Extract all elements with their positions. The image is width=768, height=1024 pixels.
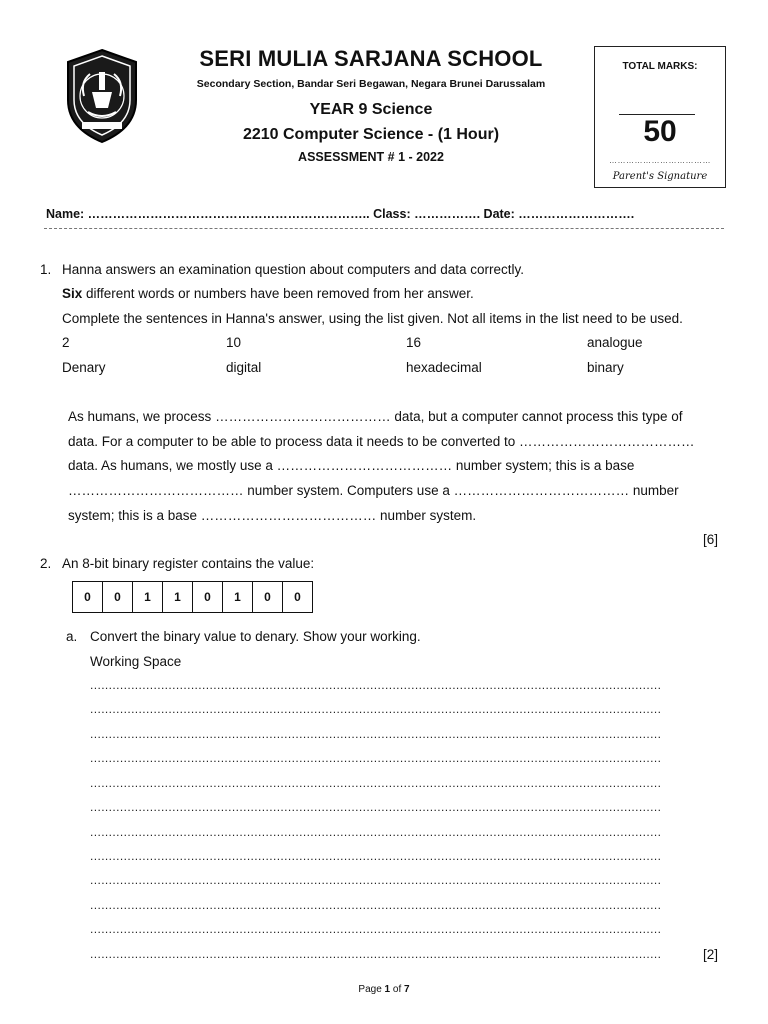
bit-cell: 1 — [163, 582, 193, 613]
assessment-title: ASSESSMENT # 1 - 2022 — [298, 150, 444, 164]
q2-number: 2. — [40, 556, 52, 571]
working-line: ......................................................................................................................................................... — [90, 922, 662, 936]
q2a-label: a. — [66, 629, 78, 644]
school-address: Secondary Section, Bandar Seri Begawan, Negara Brunei Darussalam — [196, 78, 546, 90]
course-title: 2210 Computer Science - (1 Hour) — [242, 126, 500, 143]
bit-cell: 0 — [103, 582, 133, 613]
bit-cell: 0 — [73, 582, 103, 613]
working-line: ......................................................................................................................................................... — [90, 947, 662, 961]
word-list-item: 2 — [62, 335, 70, 350]
q1-line2 — [62, 286, 474, 301]
school-name: SERI MULIA SARJANA SCHOOL — [199, 46, 543, 71]
working-space-label: Working Space — [90, 654, 182, 669]
binary-register-table — [72, 581, 313, 613]
footer-middle: of — [390, 984, 405, 995]
q1-line2-rest: different words or numbers have been removed from her answer. — [82, 286, 474, 301]
working-line: ......................................................................................................................................................... — [90, 898, 662, 912]
bit-cell: 1 — [133, 582, 163, 613]
working-line: ......................................................................................................................................................... — [90, 678, 662, 692]
q1-number: 1. — [40, 262, 52, 277]
header-divider — [44, 228, 724, 229]
word-list-item: 16 — [406, 335, 422, 350]
total-marks-box — [594, 46, 726, 188]
footer-page-number: 1 — [384, 984, 391, 995]
working-line: ......................................................................................................................................................... — [90, 825, 662, 839]
working-line: ......................................................................................................................................................... — [90, 800, 662, 814]
q1-six-bold: Six — [62, 286, 83, 301]
page-footer — [0, 984, 768, 995]
word-list-item: 10 — [226, 335, 242, 350]
year-level: YEAR 9 Science — [309, 101, 433, 118]
q1-marks: [6] — [703, 532, 719, 547]
total-marks-value: 50 — [643, 115, 677, 148]
q1-answer-line: data. As humans, we mostly use a ………………………………… number system; this is a base — [68, 458, 635, 473]
signature-line: ……………………………… — [609, 156, 711, 165]
q1-answer-line: data. For a computer to be able to process data it needs to be converted to ………………………………… — [68, 434, 695, 449]
q1-answer-line: system; this is a base ………………………………… number system. — [68, 508, 477, 523]
student-details-row: Name: ………………………………………………………….. Class: ……………. Date: ………………………. — [46, 207, 635, 221]
q2a-text: Convert the binary value to denary. Show your working. — [90, 629, 421, 644]
working-line: ......................................................................................................................................................... — [90, 873, 662, 887]
working-line: ......................................................................................................................................................... — [90, 727, 662, 741]
school-crest-icon — [62, 48, 142, 144]
working-line: ......................................................................................................................................................... — [90, 776, 662, 790]
footer-prefix: Page — [358, 984, 385, 995]
bit-cell: 0 — [283, 582, 313, 613]
q1-answer-line: ………………………………… number system. Computers use a ………………………………… number — [68, 483, 679, 498]
word-list-item: hexadecimal — [406, 360, 482, 375]
working-line: ......................................................................................................................................................... — [90, 849, 662, 863]
bit-cell: 0 — [193, 582, 223, 613]
footer-page-total: 7 — [404, 984, 410, 995]
q1-answer-line: As humans, we process ………………………………… data, but a computer cannot process this type of — [68, 409, 683, 424]
q2-text: An 8-bit binary register contains the value: — [62, 556, 315, 571]
q1-line3: Complete the sentences in Hanna's answer, using the list given. Not all items in the list need to be used. — [62, 311, 683, 326]
word-list-item: binary — [587, 360, 624, 375]
working-line: ......................................................................................................................................................... — [90, 702, 662, 716]
bit-cell: 1 — [223, 582, 253, 613]
q2a-marks: [2] — [703, 947, 719, 962]
q1-line1: Hanna answers an examination question about computers and data correctly. — [62, 262, 525, 277]
working-line: ......................................................................................................................................................... — [90, 751, 662, 765]
word-list-item: digital — [226, 360, 262, 375]
word-list-item: analogue — [587, 335, 643, 350]
total-marks-label: TOTAL MARKS: — [622, 61, 698, 72]
parent-signature-label: Parent's Signature — [612, 171, 708, 182]
bit-cell: 0 — [253, 582, 283, 613]
word-list-item: Denary — [62, 360, 106, 375]
